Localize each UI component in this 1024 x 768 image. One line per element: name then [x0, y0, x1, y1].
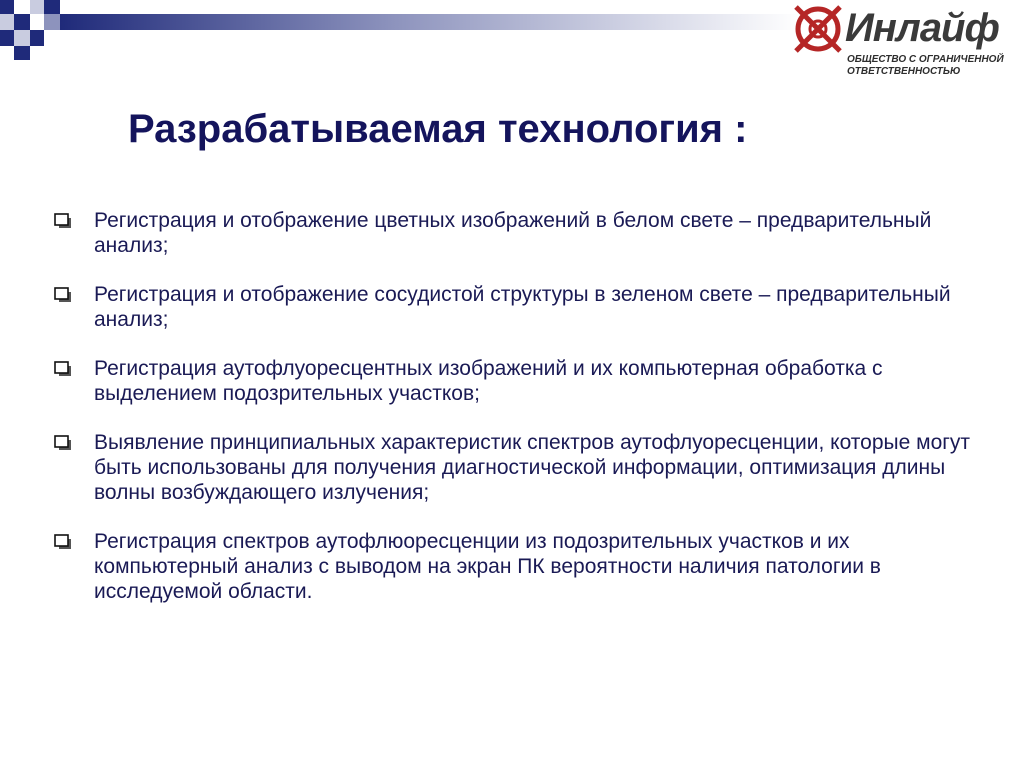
list-item [54, 208, 974, 258]
checkbox-bullet-icon [54, 361, 72, 377]
list-item [54, 529, 974, 604]
logo-emblem-icon [793, 4, 843, 54]
checkbox-bullet-icon [54, 534, 72, 550]
checkbox-bullet-icon [54, 213, 72, 229]
bullet-text: Выявление принципиальных характеристик спектров аутофлуоресценции, которые могут быть использованы для получения диагностической информации, оптимизация длины волны возбуждающего излучения; [94, 431, 971, 504]
logo-wordmark: Инлайф [845, 6, 999, 50]
company-logo [793, 2, 1018, 82]
checkbox-bullet-icon [54, 287, 72, 303]
bullet-text: Регистрация аутофлуоресцентных изображений и их компьютерная обработка с выделением подозрительных участков; [94, 357, 883, 405]
list-item [54, 430, 974, 505]
slide-title: Разрабатываемая технология : [128, 107, 748, 151]
checkbox-bullet-icon [54, 435, 72, 451]
list-item [54, 356, 974, 406]
logo-subtitle: ОБЩЕСТВО С ОГРАНИЧЕННОЙ ОТВЕТСТВЕННОСТЬЮ [847, 54, 1004, 77]
bullet-text: Регистрация и отображение сосудистой структуры в зеленом свете – предварительный анализ; [94, 283, 951, 331]
bullet-text: Регистрация спектров аутофлюоресценции из подозрительных участков и их компьютерный анализ с выводом на экран ПК вероятности наличия патологии в исследуемой области. [94, 530, 881, 603]
bullet-text: Регистрация и отображение цветных изображений в белом свете – предварительный анализ; [94, 209, 932, 257]
bullet-list [54, 208, 974, 628]
list-item [54, 282, 974, 332]
